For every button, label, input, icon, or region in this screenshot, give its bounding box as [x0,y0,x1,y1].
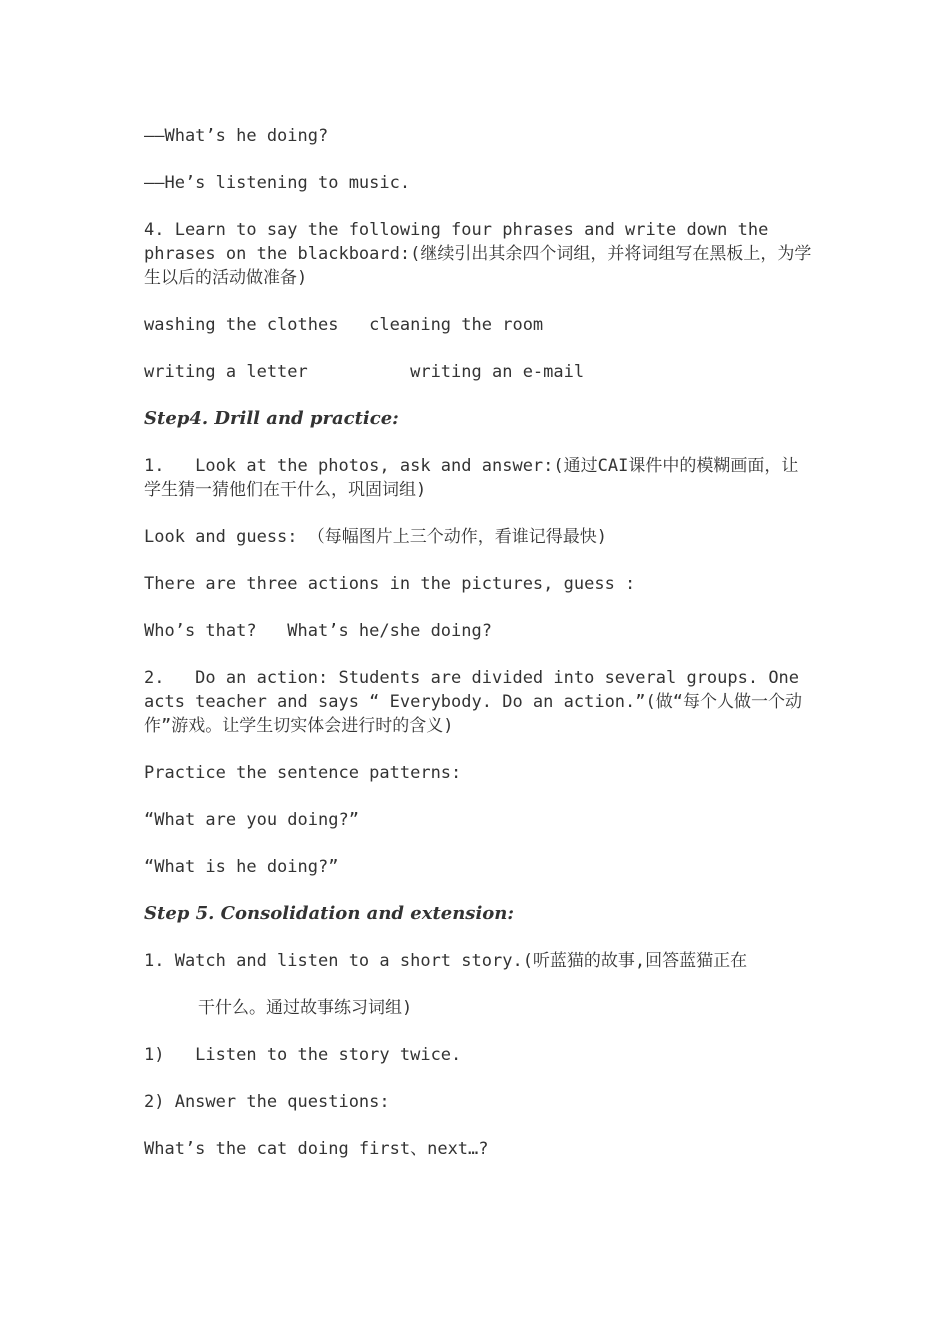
dialogue-answer: ——He’s listening to music. [144,173,411,193]
guess-questions: Who’s that? What’s he/she doing? [144,621,492,641]
dialogue-question: ——What’s he doing? [144,126,329,146]
phrases-row-2: writing a letter writing an e-mail [144,362,585,382]
consolidation-item-1: 1. Watch and listen to a short story.(听蓝猫的故事,回答蓝猫正在 [144,951,748,971]
step5-heading: Step 5. Consolidation and extension: [144,903,515,924]
substep-2: 2) Answer the questions: [144,1092,390,1112]
substep-1: 1) Listen to the story twice. [144,1045,462,1065]
pattern-1: “What are you doing?” [144,810,359,830]
step4-heading: Step4. Drill and practice: [144,408,399,429]
practice-patterns: Practice the sentence patterns: [144,763,462,783]
document-page [144,124,814,1184]
pattern-2: “What is he doing?” [144,857,339,877]
cat-question: What’s the cat doing first、next…? [144,1139,489,1159]
look-and-guess: Look and guess: （每幅图片上三个动作，看谁记得最快) [144,527,607,547]
actions-prompt: There are three actions in the pictures, guess : [144,574,636,594]
drill-item-2: 2. Do an action: Students are divided into several groups. One acts teacher and says “ Everybody. Do an action.”(做“每个人做一个动作”游戏。让学生切实体会进行时的含义) [144,668,810,736]
drill-item-1: 1. Look at the photos, ask and answer:(通过CAI课件中的模糊画面，让学生猜一猜他们在干什么，巩固词组) [144,456,799,500]
phrases-row-1: washing the clothes cleaning the room [144,315,544,335]
consolidation-item-1-cont: 干什么。通过故事练习词组) [198,998,413,1018]
instruction-4: 4. Learn to say the following four phrases and write down the phrases on the blackboard:(继续引出其余四个词组，并将词组写在黑板上，为学生以后的活动做准备) [144,220,812,288]
